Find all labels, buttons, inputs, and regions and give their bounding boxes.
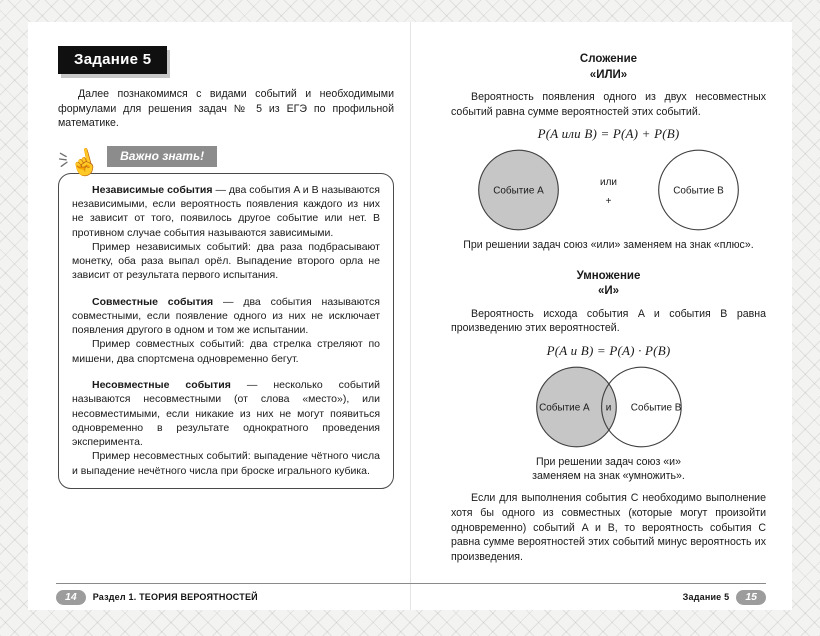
definition-text: — несколько событий называются несовместными (от слова «место»), или несовместимыми, если никакие из них не могут появиться одновременно в результате однократного проведения эксперимента. [72,379,380,449]
event-b-label: Событие B [673,185,724,197]
footer-bar [56,583,766,610]
multiplication-formula: P(A и B) = P(A) · P(B) [546,342,671,358]
term: Совместные события [92,295,214,308]
important-note-badge-row [58,143,394,181]
hand-glyph: ☝ [65,145,103,181]
venn-or-diagram [451,145,766,235]
example-text: Пример несовместных событий: выпадение чётного числа и выпадение нечётного числа при броске игрального кубика. [72,450,380,477]
definition-text: — два события A и B называются независимыми, если вероятность появления каждого из них не зависит от того, появилось другое событие или нет. В противном случае события называются зависимыми. [72,183,380,239]
multiplication-heading-line1: Умножение [576,269,641,282]
section-title: Раздел 1. ТЕОРИЯ ВЕРОЯТНОСТЕЙ [92,592,258,602]
definition-text: — два события называются совместными, если появление одного из них не исключает появления другого в одном и том же испытании. [72,295,380,337]
definition-paragraph [72,183,380,240]
addition-heading [451,52,766,83]
page-right [410,22,792,610]
addition-heading-line1: Сложение [579,53,638,65]
addition-caption: При решении задач союз «или» заменяем на знак «плюс». [463,239,754,252]
task-label: Задание 5 [682,592,730,602]
definition-paragraph [72,295,380,338]
addition-body: Вероятность появления одного из двух несовместных событий равна сумме вероятностей этих событий. [451,91,766,118]
page-number-right: 15 [736,590,766,605]
definition-paragraph [72,378,380,449]
intersection-label: и [605,402,612,414]
venn-and-diagram [451,362,766,452]
multiplication-caption-line1: При решении задач союз «и» [536,455,681,468]
example-paragraph [72,337,380,366]
example-paragraph [72,449,380,478]
book-spread [28,22,792,610]
combined-events-note: Если для выполнения события C необходимо выполнение хотя бы одного из совместных (которые могут произойти одновременно) событий A и B, то вероятность события C равна сумме вероятностей этих событий минус вероятность их произведения. [451,492,766,563]
term: Несовместные события [92,379,231,392]
example-paragraph [72,240,380,283]
term: Независимые события [92,183,213,196]
page-left [28,22,410,610]
event-a-label: Событие A [539,402,590,414]
or-connector-word: или [600,177,617,189]
example-text: Пример совместных событий: два стрелка стреляют по мишени, два спортсмена одновременно бегут. [72,338,380,365]
footer-right [683,590,766,605]
addition-formula: P(A или B) = P(A) + P(B) [537,126,680,142]
addition-heading-line2: «ИЛИ» [589,68,628,81]
multiplication-heading-line2: «И» [597,285,620,298]
pointing-hand-icon [58,145,103,181]
multiplication-body: Вероятность исхода события A и события B равна произведению этих вероятностей. [451,307,766,335]
definitions-box [58,173,394,489]
multiplication-heading [451,269,766,300]
task-title [58,46,167,74]
intro-paragraph: Далее познакомимся с видами событий и необходимыми формулами для решения задач № 5 из ЕГЭ по профильной математике. [58,88,394,130]
footer-left [56,590,258,605]
task-title-label: Задание 5 [74,51,152,68]
event-a-label: Событие A [493,185,544,197]
important-note-badge: Важно знать! [107,146,217,167]
multiplication-caption-line2: заменяем на знак «умножить». [532,470,685,483]
multiplication-caption [451,455,766,484]
event-b-label: Событие B [630,402,682,414]
example-text: Пример независимых событий: два раза подбрасывают монетку, оба раза выпал орёл. Выпадение второго орла не зависит от результата первого испытания. [72,240,380,282]
page-number-left: 14 [56,590,86,605]
plus-connector-sign: + [605,196,612,208]
